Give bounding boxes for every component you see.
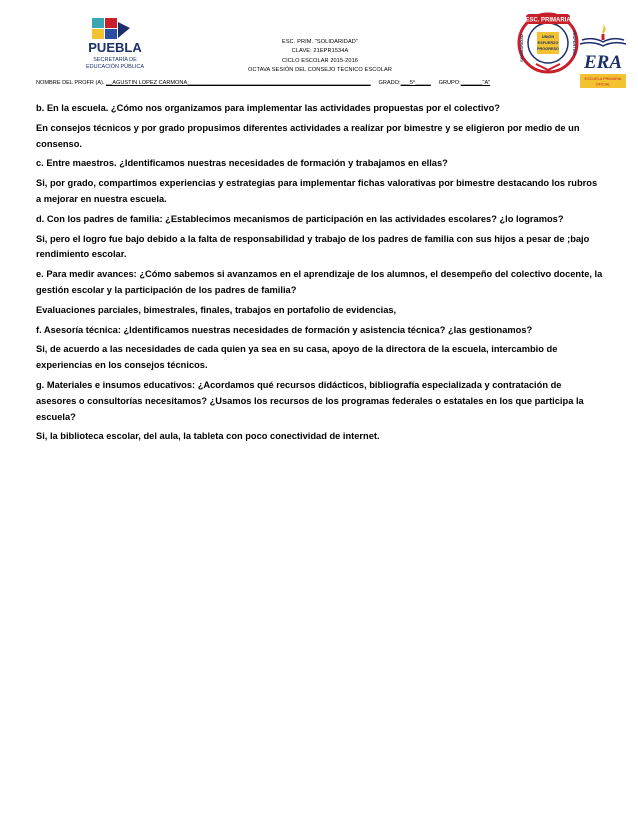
school-name: ESC. PRIM. "SOLIDARIDAD" [282, 39, 358, 45]
answer-d: Si, pero el logro fue bajo debido a la falta de responsabilidad y trabajo de los padres de familia con sus hijos a pesar de ;bajo rendimiento escolar. [36, 233, 590, 260]
nombre-label: NOMBRE DEL PROFR (A). [36, 80, 105, 86]
answer-e: Evaluaciones parciales, bimestrales, finales, trabajos en portafolio de evidencias, [36, 304, 397, 315]
school-year: CICLO ESCOLAR 2015-2016 [282, 57, 358, 64]
seal-left-text: SOLIDARIDAD [519, 34, 524, 62]
question-b: b. En la escuela. ¿Cómo nos organizamos para implementar las actividades propuestas por el colectivo? [36, 103, 500, 113]
era-caption-1: ESCUELA PRIMARIA [584, 77, 622, 81]
answer-b: En consejos técnicos y por grado propusimos diferentes actividades a realizar por bimestre y se eligieron por medio de un consenso. [36, 122, 580, 149]
question-c: c. Entre maestros. ¿Identificamos nuestras necesidades de formación y trabajamos en ellas? [36, 158, 448, 169]
puebla-wordmark: PUEBLA [88, 40, 142, 55]
grupo-value: _______"A" [460, 80, 491, 86]
sep-subtitle-1: SECRETARÍA DE [93, 57, 137, 63]
school-seal-logo [516, 10, 580, 74]
grado-label: GRADO: [378, 80, 401, 86]
question-g: g. Materiales e insumos educativos: ¿Acordamos qué recursos didácticos, bibliografía especializada y contratación de asesores o consultorías necesitamos? ¿Usamos los recursos de los programas federales o estatales en los que participa la escuela? [36, 379, 584, 422]
answer-g: Si, la biblioteca escolar, del aula, la tableta con poco conectividad de internet. [36, 431, 380, 442]
answer-f: Si, de acuerdo a las necesidades de cada quien ya sea en su casa, apoyo de la directora de la escuela, intercambio de experiencias en los consejos técnicos. [36, 344, 558, 371]
nombre-value: __AGUSTIN LOPEZ CARMONA___________________________________________________________ [106, 80, 371, 86]
question-d: d. Con los padres de familia: ¿Establecimos mecanismos de participación en las actividades escolares? ¿lo logramos? [36, 213, 564, 224]
document-body [36, 101, 604, 449]
seal-center-2: ESFUERZO [537, 41, 559, 45]
seal-center-3: PROGRESO [537, 47, 559, 51]
sep-subtitle-2: EDUCACIÓN PÚBLICA [85, 64, 145, 70]
seal-top-text: ESC. PRIMARIA [525, 17, 571, 24]
answer-c: Si, por grado, compartimos experiencias y estrategias para implementar fichas valorativas por bimestre destacando los rubros a mejorar en nuestra escuela. [36, 178, 598, 204]
session-title: OCTAVA SESIÓN DEL CONSEJO TECNICO ESCOLAR [248, 67, 392, 74]
era-book-logo [576, 22, 630, 98]
seal-right-text: VESPERTINA [572, 30, 577, 56]
teacher-info-line [36, 80, 576, 86]
grado-value: ___5°_____ [400, 80, 431, 86]
grupo-label: GRUPO: [438, 80, 461, 86]
era-letters: ERA [583, 52, 623, 73]
question-f: f. Asesoría técnica: ¿Identificamos nuestras necesidades de formación y asistencia técnica? ¿las gestionamos? [36, 324, 533, 335]
era-caption-2: OFICIAL [595, 82, 611, 87]
document-header [200, 38, 440, 76]
seal-center-1: UNIÓN [541, 35, 555, 39]
question-e: e. Para medir avances: ¿Cómo sabemos si avanzamos en el aprendizaje de los alumnos, el desempeño del colectivo docente, la gestión escolar y la participación de los padres de familia? [36, 269, 603, 295]
school-key: CLAVE: 21EPR1534A [291, 48, 349, 55]
puebla-sep-logo [72, 14, 158, 84]
